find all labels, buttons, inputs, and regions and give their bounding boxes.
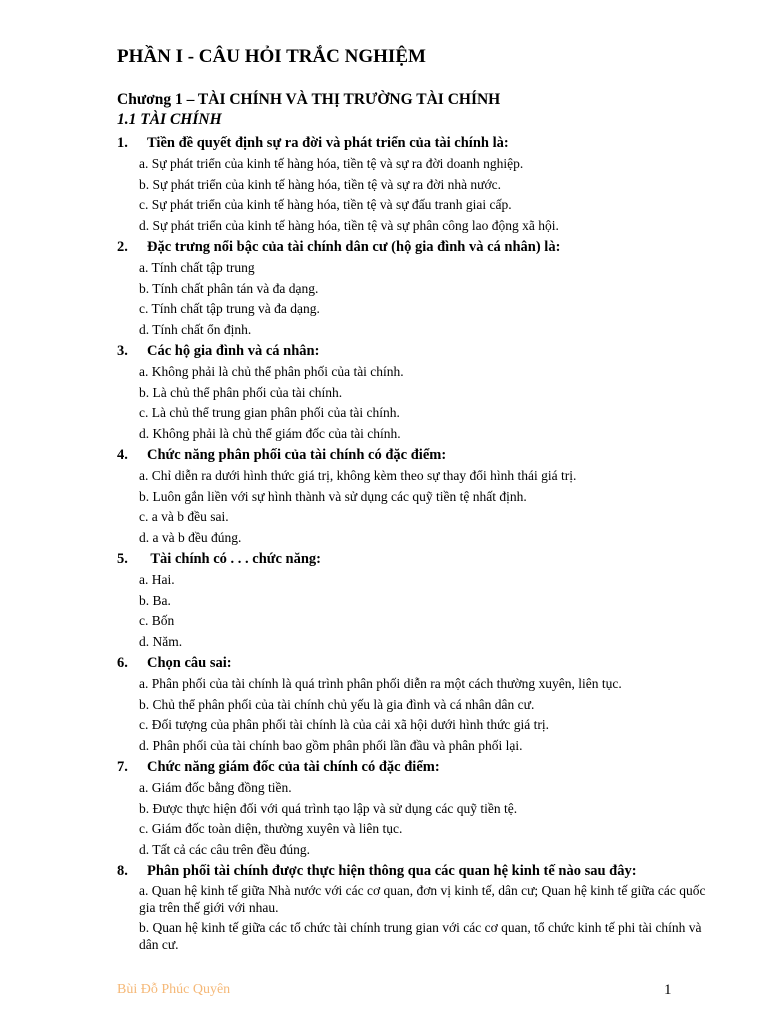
- question-text: Đặc trưng nổi bậc của tài chính dân cư (hộ gia đình và cá nhân) là:: [147, 239, 561, 255]
- answer-option: c. a và b đều sai.: [139, 509, 229, 524]
- answer-option: b. Quan hệ kinh tế giữa các tổ chức tài chính trung gian với các cơ quan, tổ chức kinh tế phi tài chính và dân cư.: [139, 920, 702, 952]
- part-title: PHẦN I - CÂU HỎI TRẮC NGHIỆM: [117, 46, 426, 67]
- answer-option: b. Tính chất phân tán và đa dạng.: [139, 280, 319, 296]
- question-number: 6.: [117, 655, 128, 671]
- question-header: [117, 340, 717, 362]
- answer-option: a. Tính chất tập trung: [139, 260, 255, 275]
- question-number: 7.: [117, 759, 128, 775]
- answer-option: d. Không phải là chủ thể giám đốc của tài chính.: [139, 425, 401, 441]
- question-header: [117, 652, 717, 674]
- answer-option: c. Tính chất tập trung và đa dạng.: [139, 301, 320, 316]
- question-item: [117, 444, 717, 548]
- answer-option: b. Sự phát triển của kinh tế hàng hóa, tiền tệ và sự ra đời nhà nước.: [139, 176, 502, 192]
- question-list: [117, 132, 717, 956]
- answer-option: a. Phân phối của tài chính là quá trình phân phối diễn ra một cách thường xuyên, liên tục.: [139, 676, 622, 691]
- question-item: [117, 236, 717, 340]
- question-item: [117, 132, 717, 236]
- chapter-title: Chương 1 – TÀI CHÍNH VÀ THỊ TRƯỜNG TÀI CHÍNH: [117, 91, 501, 108]
- question-header: [117, 756, 717, 778]
- question-header: [117, 132, 717, 154]
- question-header: [117, 548, 717, 570]
- question-text: Phân phối tài chính được thực hiện thông qua các quan hệ kinh tế nào sau đây:: [147, 863, 637, 879]
- question-text: Tài chính có . . . chức năng:: [147, 551, 321, 567]
- answer-option: d. a và b đều đúng.: [139, 529, 242, 545]
- answer-option: a. Giám đốc bằng đồng tiền.: [139, 780, 292, 795]
- answer-option: d. Tính chất ổn định.: [139, 321, 252, 337]
- answer-option: c. Giám đốc toàn diện, thường xuyên và liên tục.: [139, 821, 403, 836]
- question-text: Chức năng giám đốc của tài chính có đặc điểm:: [147, 759, 440, 775]
- question-number: 1.: [117, 135, 128, 151]
- answer-option: a. Chỉ diễn ra dưới hình thức giá trị, không kèm theo sự thay đổi hình thái giá trị.: [139, 468, 577, 483]
- question-number: 8.: [117, 863, 128, 879]
- answer-option: b. Được thực hiện đối với quá trình tạo lập và sử dụng các quỹ tiền tệ.: [139, 800, 518, 816]
- answer-option: d. Tất cả các câu trên đều đúng.: [139, 841, 311, 857]
- answer-option: d. Năm.: [139, 633, 183, 649]
- question-header: [117, 444, 717, 466]
- question-item: [117, 860, 717, 953]
- question-header: [117, 236, 717, 258]
- question-item: [117, 756, 717, 860]
- answer-option: d. Phân phối của tài chính bao gồm phân phối lần đầu và phân phối lại.: [139, 737, 523, 753]
- question-number: 5.: [117, 551, 128, 567]
- question-number: 3.: [117, 343, 128, 359]
- question-item: [117, 652, 717, 756]
- page-number: 1: [664, 982, 672, 998]
- answer-option: c. Bốn: [139, 613, 175, 628]
- question-text: Các hộ gia đình và cá nhân:: [147, 343, 320, 359]
- question-text: Chức năng phân phối của tài chính có đặc điểm:: [147, 447, 447, 463]
- question-header: [117, 860, 717, 882]
- answer-option: c. Đối tượng của phân phối tài chính là của cải xã hội dưới hình thức giá trị.: [139, 717, 549, 732]
- question-text: Chọn câu sai:: [147, 655, 232, 671]
- answer-option: a. Quan hệ kinh tế giữa Nhà nước với các cơ quan, đơn vị kinh tế, dân cư; Quan hệ kinh tế giữa các quốc gia trên thế giới với nhau.: [139, 883, 706, 915]
- answer-option: b. Là chủ thể phân phối của tài chính.: [139, 384, 343, 400]
- answer-option: c. Là chủ thể trung gian phân phối của tài chính.: [139, 405, 400, 420]
- answer-option: b. Luôn gắn liền với sự hình thành và sử dụng các quỹ tiền tệ nhất định.: [139, 488, 527, 504]
- answer-option: d. Sự phát triển của kinh tế hàng hóa, tiền tệ và sự phân công lao động xã hội.: [139, 217, 559, 233]
- question-item: [117, 340, 717, 444]
- answer-option: c. Sự phát triển của kinh tế hàng hóa, tiền tệ và sự đấu tranh giai cấp.: [139, 197, 512, 212]
- section-title: 1.1 TÀI CHÍNH: [117, 111, 222, 128]
- answer-option: b. Chủ thể phân phối của tài chính chủ yếu là gia đình và cá nhân dân cư.: [139, 696, 535, 712]
- question-number: 2.: [117, 239, 128, 255]
- footer-author: Bùi Đỗ Phúc Quyên: [117, 982, 231, 997]
- question-number: 4.: [117, 447, 128, 463]
- question-text: Tiền đề quyết định sự ra đời và phát triển của tài chính là:: [147, 135, 509, 151]
- answer-option: b. Ba.: [139, 592, 171, 608]
- question-item: [117, 548, 717, 652]
- answer-option: a. Sự phát triển của kinh tế hàng hóa, tiền tệ và sự ra đời doanh nghiệp.: [139, 156, 524, 171]
- answer-option: a. Không phải là chủ thể phân phối của tài chính.: [139, 364, 404, 379]
- answer-option: a. Hai.: [139, 572, 175, 587]
